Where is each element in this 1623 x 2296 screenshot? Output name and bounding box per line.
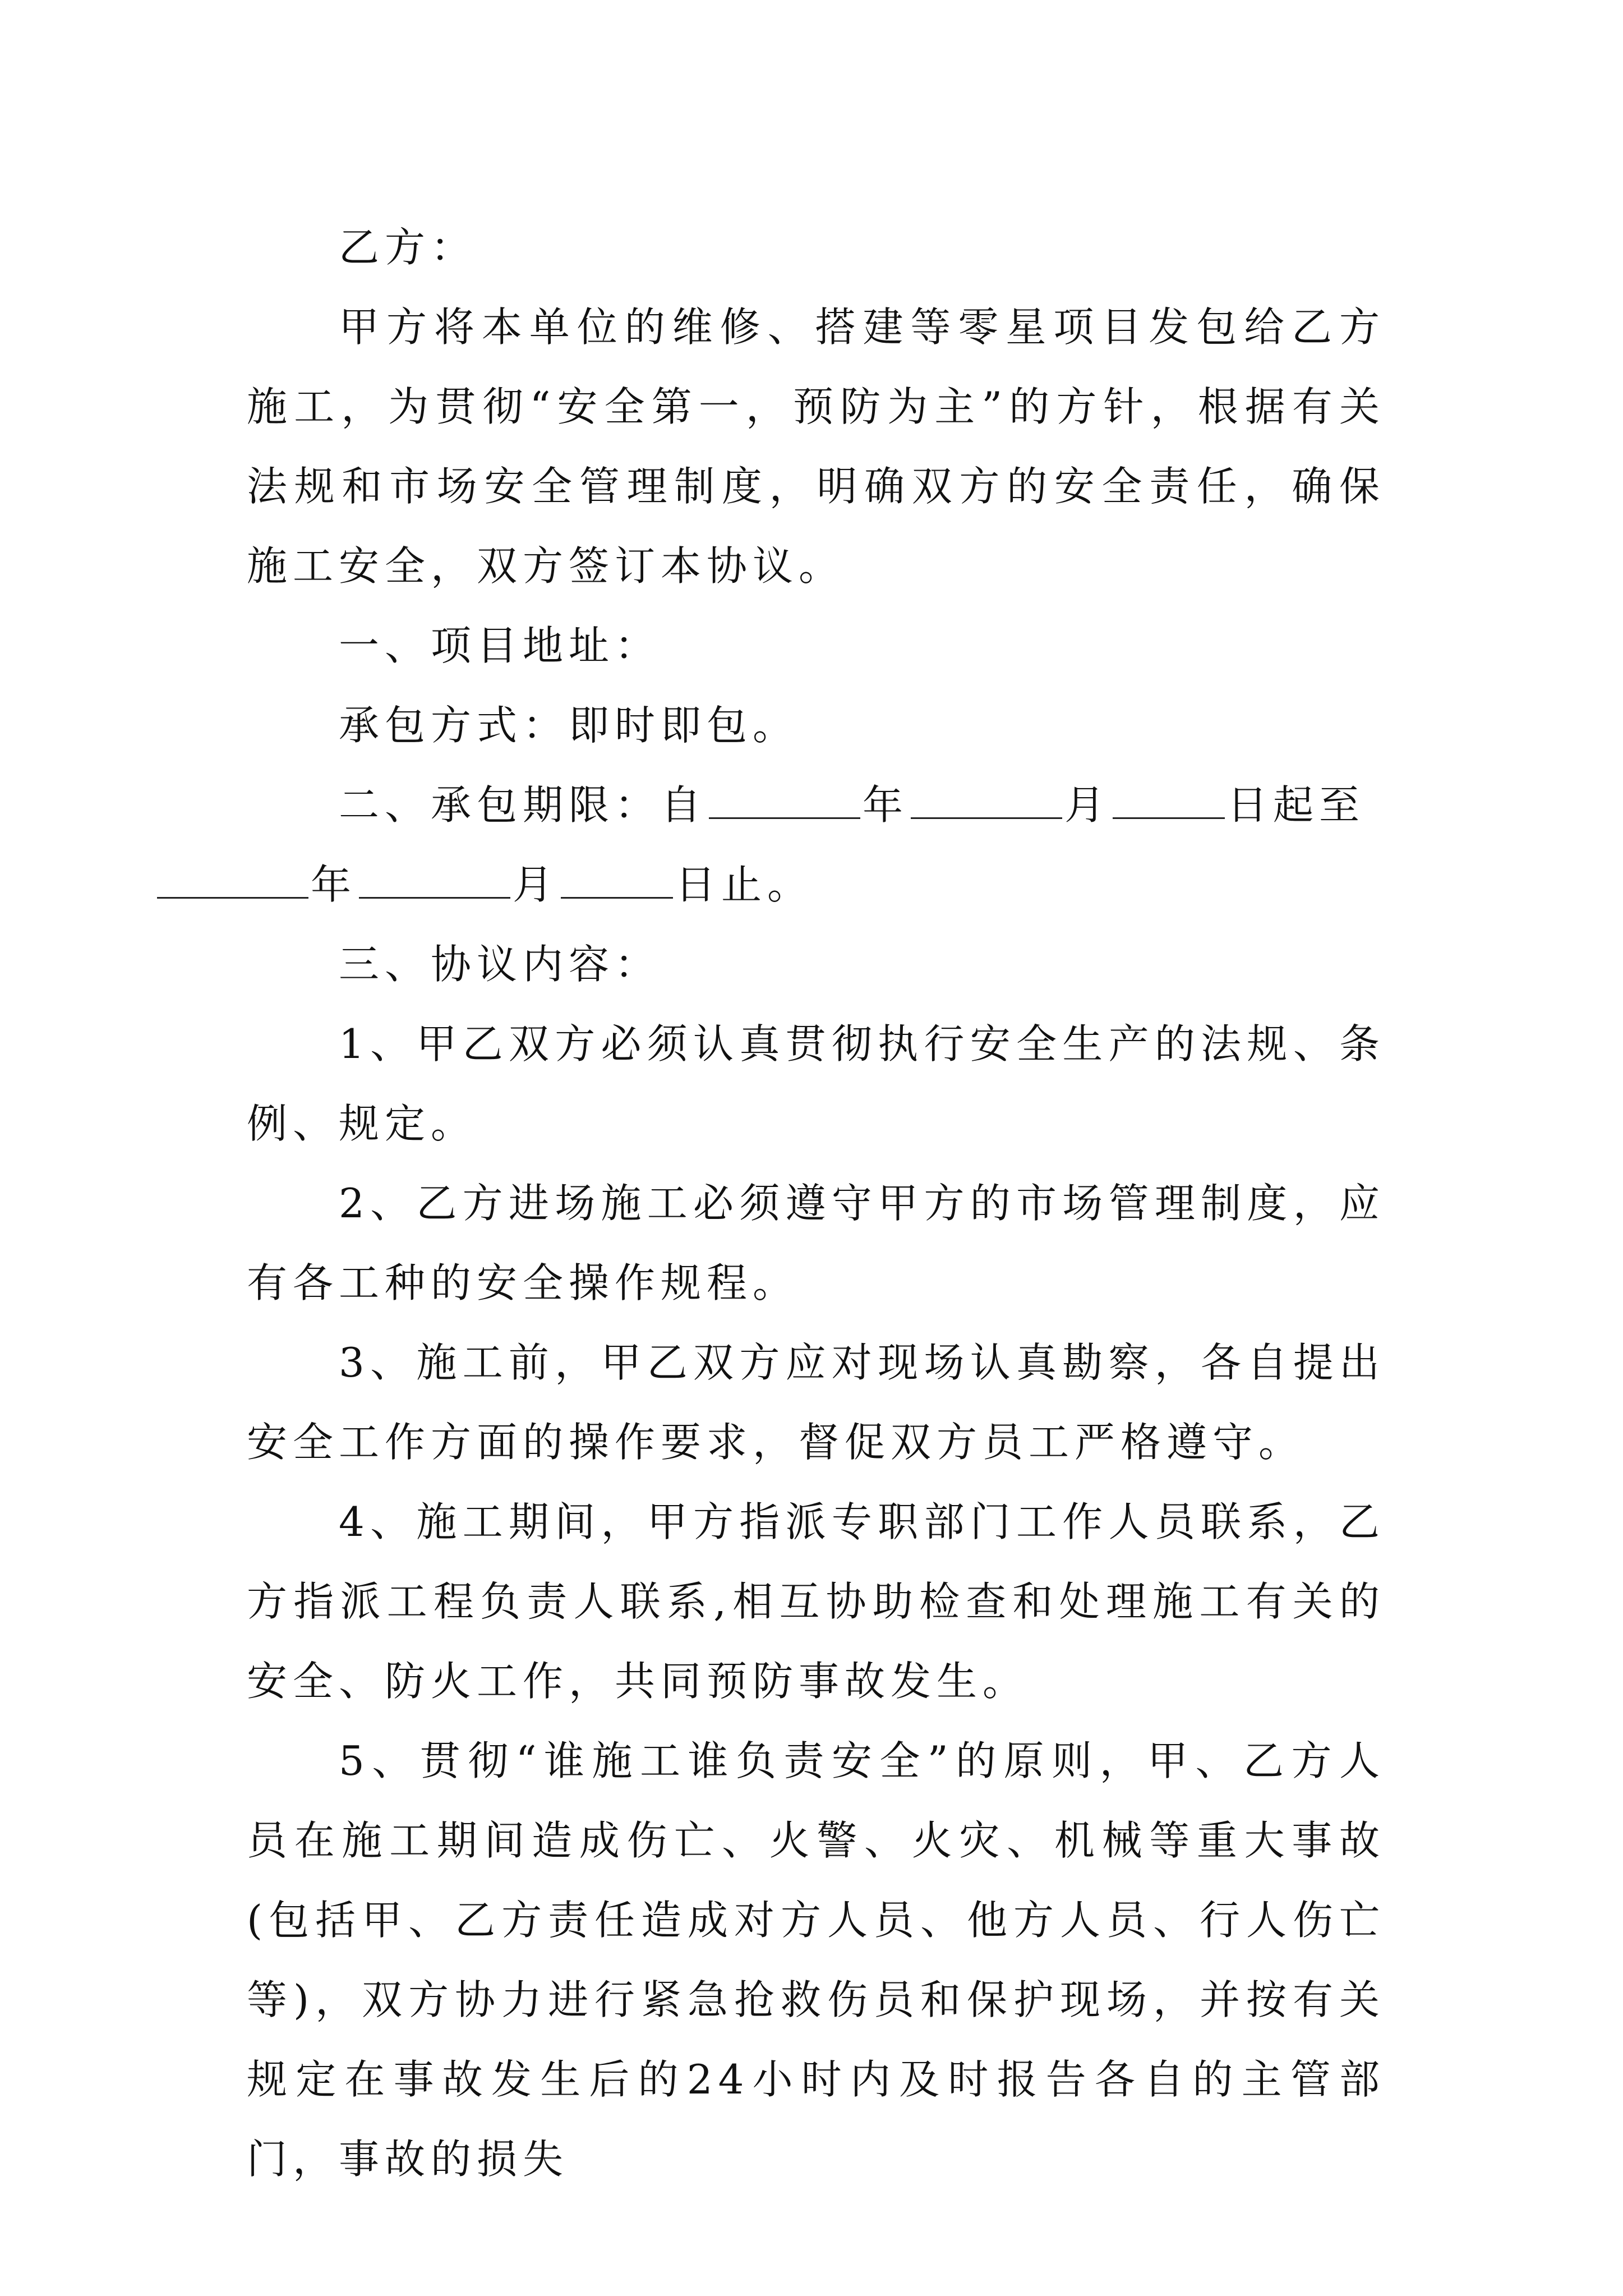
contract-term: [247, 765, 1385, 924]
start-day-blank: [1113, 784, 1225, 819]
term-year: 年: [863, 781, 909, 829]
term-day-to: 日止。: [675, 861, 814, 908]
clause-1: 1、甲乙双方必须认真贯彻执行安全生产的法规、条例、规定。: [247, 1020, 1385, 1147]
intro-paragraph: 甲方将本单位的维修、搭建等零星项目发包给乙方施工，为贯彻“安全第一，预防为主”的方针，根据有关法规和市场安全管理制度，明确双方的安全责任，确保施工安全，双方签订本协议。: [247, 303, 1385, 590]
end-day-blank: [561, 863, 673, 899]
clause-3: 3、施工前，甲乙双方应对现场认真勘察，各自提出安全工作方面的操作要求，督促双方员工严格遵守。: [247, 1339, 1385, 1466]
term-month: 月: [1064, 781, 1111, 829]
end-year-blank: [157, 863, 308, 899]
end-month-blank: [359, 863, 510, 899]
clause-5: 5、贯彻“谁施工谁负责安全”的原则，甲、乙方人员在施工期间造成伤亡、火警、火灾、机械等重大事故(包括甲、乙方责任造成对方人员、他方人员、行人伤亡等)，双方协力进行紧急抢救伤员和保护现场，并按有关规定在事故发生后的24小时内及时报告各自的主管部门，事故的损失: [247, 1737, 1385, 2183]
term-label: 二、承包期限：自: [339, 781, 707, 829]
section-1-heading: 一、项目地址：: [339, 622, 661, 669]
document-body: [247, 208, 1385, 2199]
start-year-blank: [709, 784, 860, 819]
term-day-from: 日起至: [1227, 781, 1366, 829]
party-b-label: 乙方：: [339, 224, 477, 271]
contract-mode: 承包方式：即时即包。: [339, 702, 799, 749]
section-3-heading: 三、协议内容：: [339, 941, 661, 988]
term-year-2: 年: [311, 861, 357, 908]
clause-2: 2、乙方进场施工必须遵守甲方的市场管理制度，应有各工种的安全操作规程。: [247, 1180, 1385, 1306]
term-month-2: 月: [513, 861, 559, 908]
contract-term-first-line: [339, 781, 1365, 829]
start-month-blank: [911, 784, 1062, 819]
contract-term-second-line: [155, 861, 813, 908]
clause-4: 4、施工期间，甲方指派专职部门工作人员联系，乙方指派工程负责人联系,相互协助检查和处理施工有关的安全、防火工作，共同预防事故发生。: [247, 1498, 1385, 1705]
